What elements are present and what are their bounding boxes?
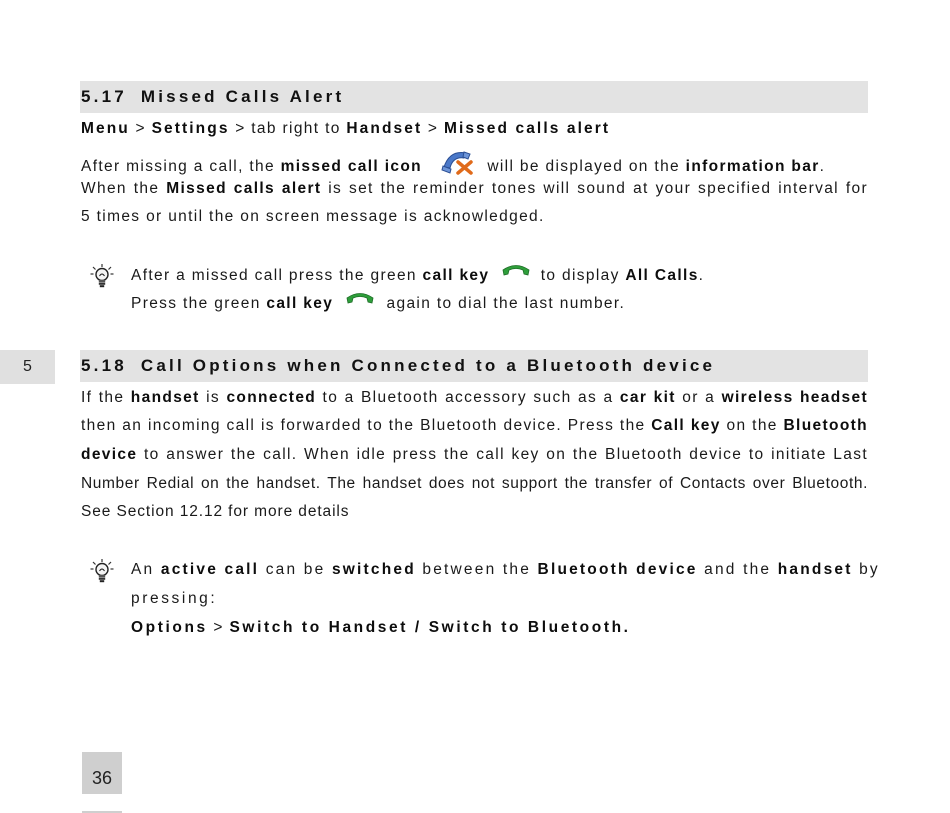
section-518-paragraph-line-2 [81, 416, 868, 436]
bold-text: wireless headset [721, 389, 869, 406]
page-number: 36 [82, 752, 122, 794]
text: After missing a call, the [81, 158, 281, 176]
text: Press the green [131, 295, 267, 313]
nav-settings: Settings [151, 120, 230, 137]
bold-text: switched [331, 561, 416, 578]
bold-text: Switch to Handset / Switch to Bluetooth. [229, 619, 631, 636]
text: and the [697, 561, 778, 578]
missed-call-icon [440, 147, 476, 181]
section-517-paragraph-line-2 [81, 179, 868, 199]
bold-text: device [81, 446, 138, 463]
text: is set the reminder tones will sound at your specified interval for [321, 180, 868, 197]
text: After a missed call press the green [131, 267, 423, 285]
text: will be displayed on the [487, 158, 686, 176]
section-517-paragraph-line-3: 5 times or until the on screen message is acknowledged. [81, 208, 545, 225]
bold-text: handset [130, 389, 200, 406]
section-517-tip-line-1 [131, 265, 704, 287]
nav-separator: > [129, 120, 152, 137]
lightbulb-icon [90, 558, 114, 584]
bold-text: information bar [685, 158, 820, 176]
bold-text: connected [226, 389, 317, 406]
text: then an incoming call is forwarded to the Bluetooth device. Press the [81, 417, 652, 434]
bold-text: handset [777, 561, 853, 578]
bold-text: active call [160, 561, 260, 578]
text: to a Bluetooth accessory such as a [316, 389, 620, 406]
bold-text: All Calls [625, 267, 699, 285]
text: is [199, 389, 227, 406]
nav-missed-calls-alert: Missed calls alert [443, 120, 611, 137]
section-518-tip-line-2: pressing: [131, 590, 218, 607]
text: again to dial the last number. [386, 295, 626, 313]
section-518-tip-line-1 [131, 560, 880, 580]
text: to answer the call. When idle press the call key on the Bluetooth device to initiate Last [137, 446, 868, 463]
text: . [819, 158, 826, 176]
text: on the [720, 417, 784, 434]
text: . [698, 267, 705, 285]
text: to display [540, 267, 626, 285]
text: or a [675, 389, 722, 406]
call-key-icon [501, 262, 531, 284]
text: If the [81, 389, 131, 406]
bold-text: car kit [619, 389, 676, 406]
bold-text: Call key [651, 417, 721, 434]
text: An [131, 561, 161, 578]
call-key-icon [345, 290, 375, 312]
section-518-paragraph-line-5: See Section 12.12 for more details [81, 503, 350, 520]
section-518-heading [81, 350, 715, 382]
chapter-tab: 5 [0, 350, 55, 384]
section-518-number: 5.18 [81, 356, 127, 375]
section-517-heading [81, 81, 344, 113]
text: > [207, 619, 230, 636]
section-518-paragraph-line-4: Number Redial on the handset. The handset does not support the transfer of Contacts over Bluetooth. [81, 475, 868, 492]
section-518-paragraph-line-1 [81, 388, 868, 408]
bold-text: missed call icon [280, 158, 422, 176]
lightbulb-icon [90, 263, 114, 289]
nav-text: > tab right to [229, 120, 347, 137]
bold-text: Bluetooth device [537, 561, 698, 578]
text: between the [415, 561, 538, 578]
section-517-title: Missed Calls Alert [140, 87, 345, 106]
nav-handset: Handset [346, 120, 423, 137]
section-518-title: Call Options when Connected to a Bluetooth device [140, 356, 716, 375]
bold-text: Missed calls alert [166, 180, 322, 197]
bold-text: Options [131, 619, 208, 636]
bold-text: call key [422, 267, 490, 285]
nav-menu: Menu [81, 120, 130, 137]
nav-separator: > [422, 120, 444, 137]
section-517-number: 5.17 [81, 87, 127, 106]
text: can be [259, 561, 332, 578]
bold-text: call key [266, 295, 334, 313]
section-518-paragraph-line-3 [81, 445, 868, 465]
text: by [852, 561, 880, 578]
bold-text: Bluetooth [783, 417, 868, 434]
text: When the [81, 180, 167, 197]
section-517-tip-line-2 [131, 293, 625, 315]
section-518-tip-line-3 [131, 618, 631, 638]
section-517-navigation-path [81, 119, 610, 139]
